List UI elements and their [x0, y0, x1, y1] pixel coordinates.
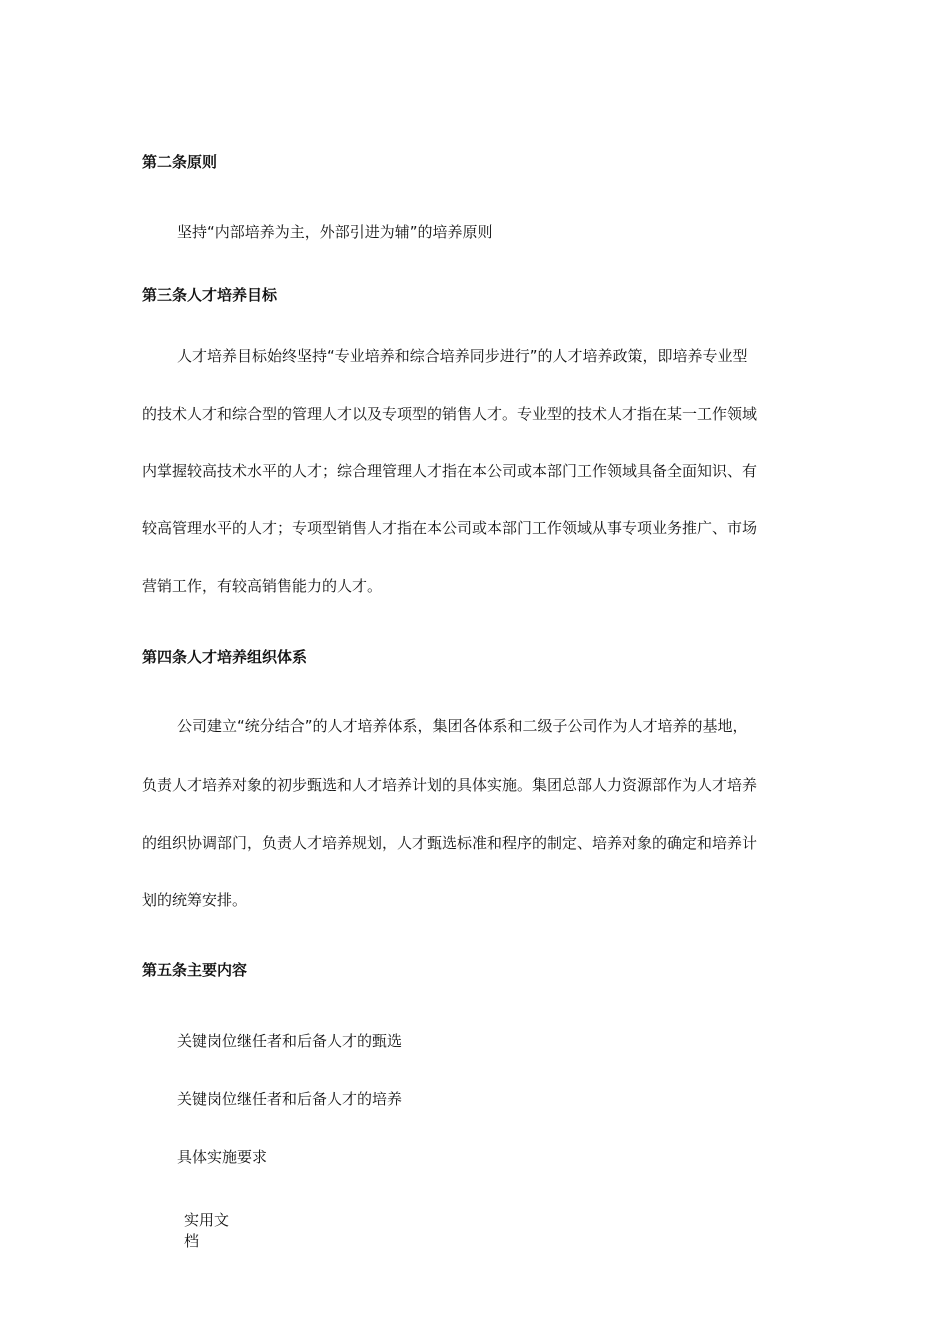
section-4-line: 公司建立“统分结合”的人才培养体系，集团各体系和二级子公司作为人才培养的基地， — [177, 717, 748, 735]
section-5-item: 关键岗位继任者和后备人才的甄选 — [177, 1032, 403, 1050]
section-5-item: 具体实施要求 — [177, 1148, 268, 1166]
section-2-heading: 第二条原则 — [142, 153, 218, 171]
section-5-item: 关键岗位继任者和后备人才的培养 — [177, 1090, 403, 1108]
section-2-paragraph: 坚持“内部培养为主，外部引进为辅”的培养原则 — [177, 223, 493, 241]
section-3-line: 人才培养目标始终坚持“专业培养和综合培养同步进行”的人才培养政策，即培养专业型 — [177, 347, 748, 365]
section-3-line: 的技术人才和综合型的管理人才以及专项型的销售人才。专业型的技术人才指在某一工作领域 — [142, 405, 758, 423]
section-4-line: 划的统筹安排。 — [142, 891, 248, 909]
section-4-line: 负责人才培养对象的初步甄选和人才培养计划的具体实施。集团总部人力资源部作为人才培养 — [142, 776, 758, 794]
section-4-heading: 第四条人才培养组织体系 — [142, 648, 308, 666]
section-3-line: 较高管理水平的人才；专项型销售人才指在本公司或本部门工作领域从事专项业务推广、市场 — [142, 519, 758, 537]
footer-label — [184, 1210, 229, 1252]
section-3-heading: 第三条人才培养目标 — [142, 286, 278, 304]
section-5-heading: 第五条主要内容 — [142, 961, 248, 979]
footer-label-line-2: 档 — [184, 1232, 200, 1250]
section-3-line: 营销工作，有较高销售能力的人才。 — [142, 577, 383, 595]
section-4-line: 的组织协调部门，负责人才培养规划，人才甄选标准和程序的制定、培养对象的确定和培养计 — [142, 834, 758, 852]
section-3-line: 内掌握较高技术水平的人才；综合理管理人才指在本公司或本部门工作领域具备全面知识、有 — [142, 462, 758, 480]
footer-label-line-1: 实用文 — [184, 1211, 230, 1229]
